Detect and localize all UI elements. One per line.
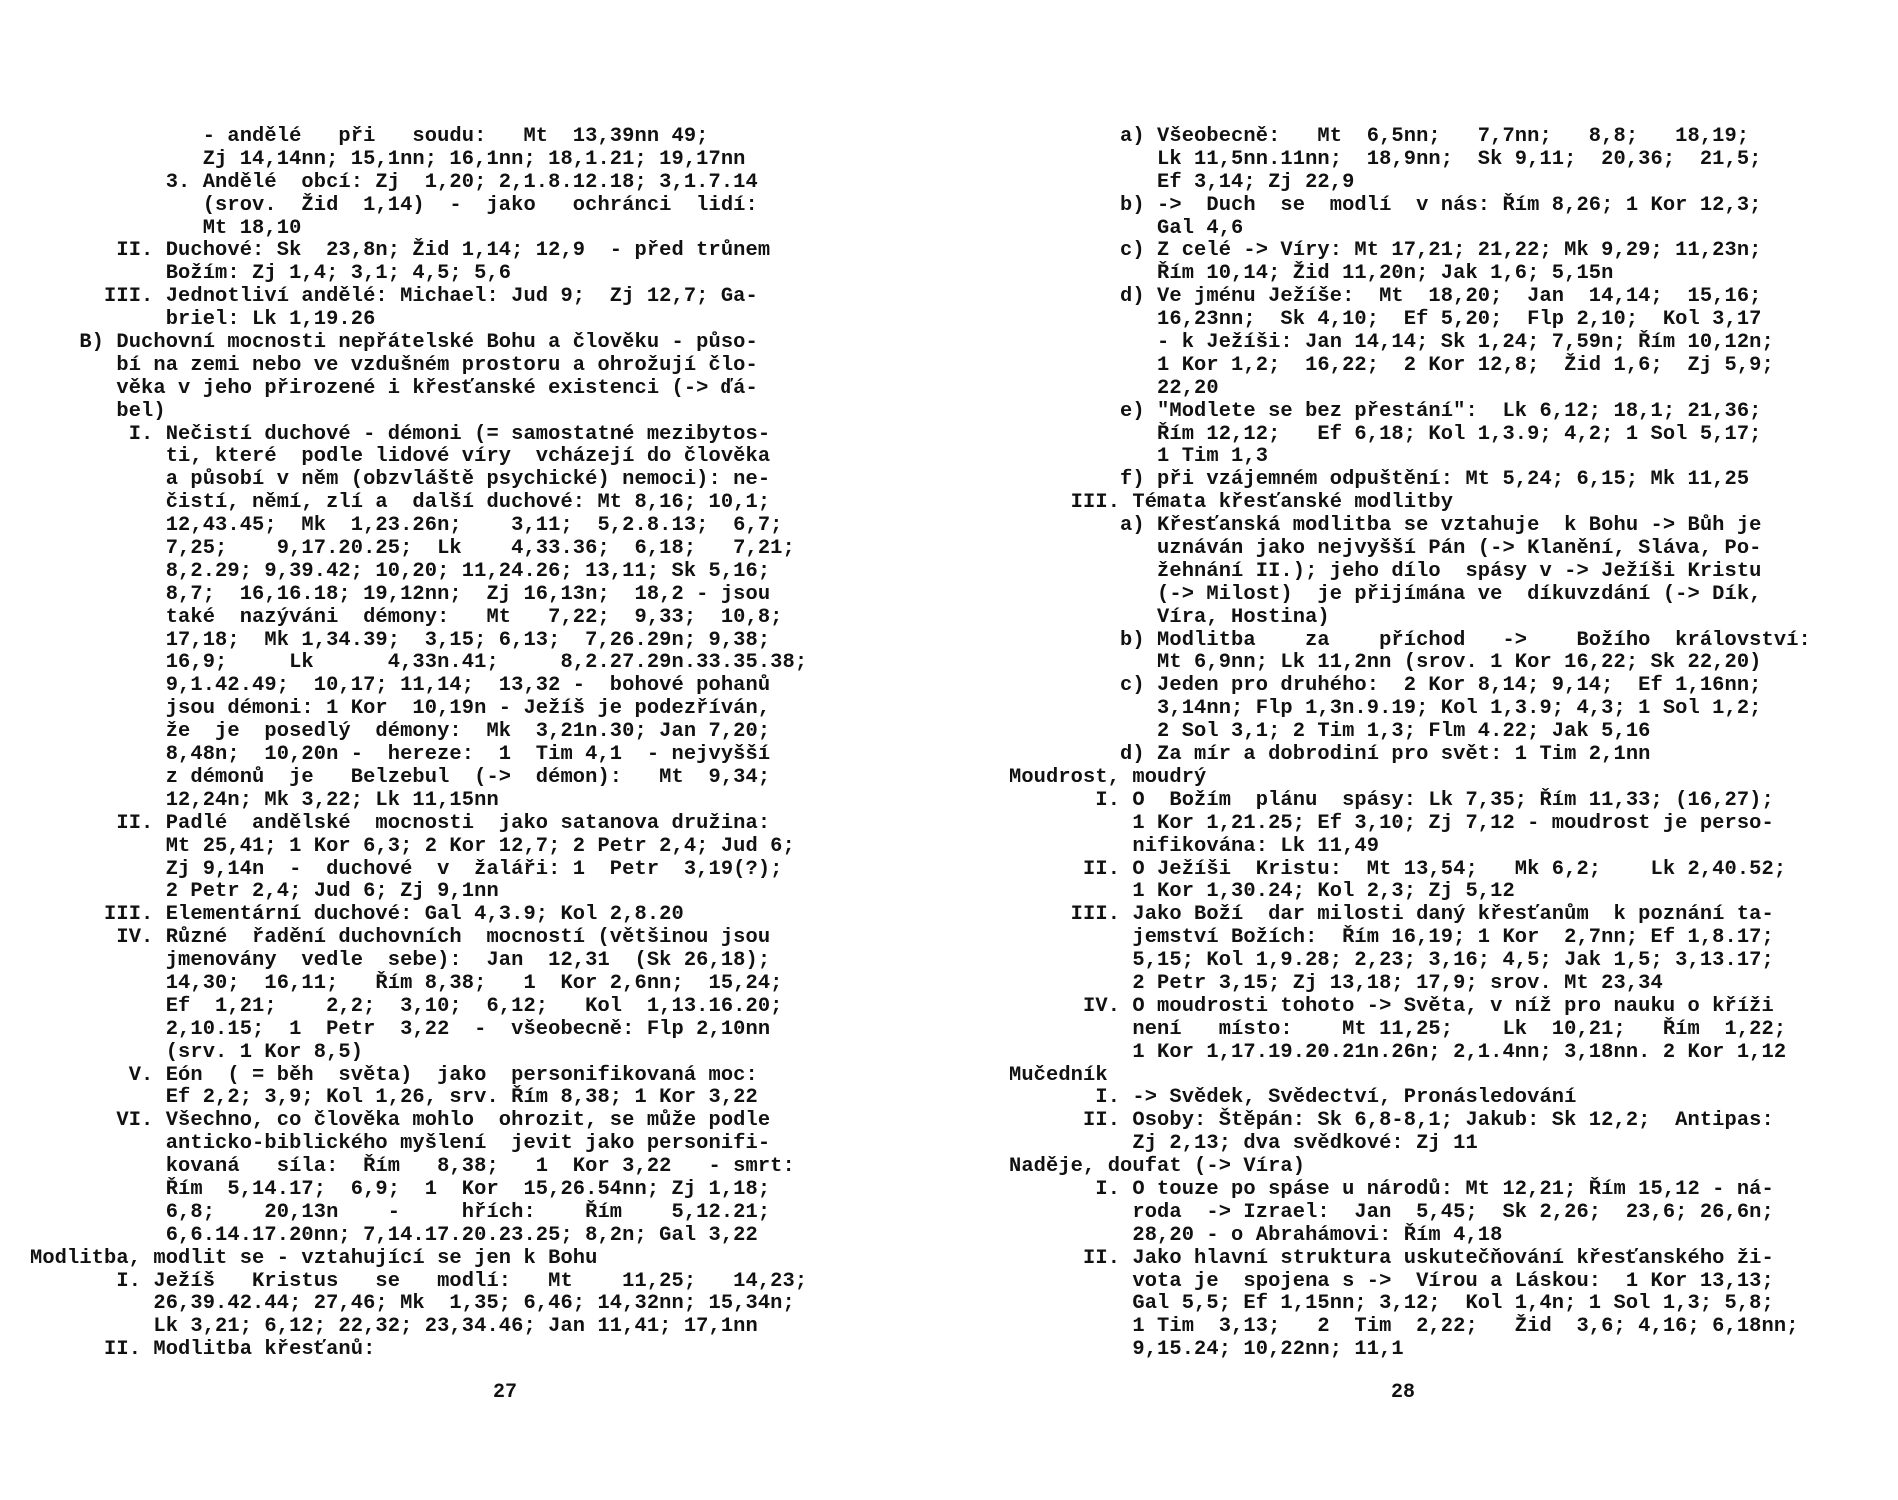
text-line: III. Jednotliví andělé: Michael: Jud 9; Zj 12,7; Ga- — [30, 285, 758, 309]
text-line: 8,48n; 10,20n - hereze: 1 Tim 4,1 - nejvyšší — [30, 743, 771, 767]
text-line: III. Témata křesťanské modlitby — [1009, 491, 1454, 515]
text-line: a) Křesťanská modlitba se vztahuje k Bohu -> Bůh je — [1009, 514, 1762, 538]
text-line: (srv. 1 Kor 8,5) — [30, 1040, 364, 1064]
text-line: II. O Ježíši Kristu: Mt 13,54; Mk 6,2; Lk 2,40.52; — [1009, 857, 1787, 881]
text-line: II. Osoby: Štěpán: Sk 6,8-8,1; Jakub: Sk 12,2; Antipas: — [1009, 1109, 1774, 1133]
text-line: I. O touze po spáse u národů: Mt 12,21; Řím 15,12 - ná- — [1009, 1177, 1774, 1201]
text-line: 1 Kor 1,30.24; Kol 2,3; Zj 5,12 — [1009, 880, 1515, 904]
text-line: (srov. Žid 1,14) - jako ochránci lidí: — [30, 193, 758, 217]
text-line: IV. O moudrosti tohoto -> Světa, v níž pro nauku o kříži — [1009, 994, 1774, 1018]
text-line: III. Elementární duchové: Gal 4,3.9; Kol 2,8.20 — [30, 903, 684, 927]
left-page-number: 27 — [492, 1381, 517, 1404]
text-line: Ef 3,14; Zj 22,9 — [1009, 170, 1355, 194]
text-line: Ef 1,21; 2,2; 3,10; 6,12; Kol 1,13.16.20; — [30, 994, 783, 1018]
text-line: 2 Petr 3,15; Zj 13,18; 17,9; srov. Mt 23,34 — [1009, 971, 1663, 995]
text-line: čistí, němí, zlí a další duchové: Mt 8,16; 10,1; — [30, 491, 771, 515]
text-line: Gal 4,6 — [1009, 216, 1244, 240]
right-page-text — [1009, 126, 1849, 1362]
text-line: b) -> Duch se modlí v nás: Řím 8,26; 1 Kor 12,3; — [1009, 193, 1762, 217]
text-line: vota je spojena s -> Vírou a Láskou: 1 Kor 13,13; — [1009, 1269, 1774, 1293]
right-page — [949, 0, 1898, 1500]
text-line: - k Ježíši: Jan 14,14; Sk 1,24; 7,59n; Řím 10,12n; — [1009, 331, 1774, 355]
text-line: uznáván jako nejvyšší Pán (-> Klanění, Sláva, Po- — [1009, 537, 1762, 561]
text-line: žehnání II.); jeho dílo spásy v -> Ježíši Kristu — [1009, 559, 1762, 583]
text-line: 6,6.14.17.20nn; 7,14.17.20.23.25; 8,2n; Gal 3,22 — [30, 1223, 758, 1247]
text-line: 3. Andělé obcí: Zj 1,20; 2,1.8.12.18; 3,1.7.14 — [30, 170, 758, 194]
text-line: 16,9; Lk 4,33n.41; 8,2.27.29n.33.35.38; — [30, 651, 808, 675]
text-line: 9,15.24; 10,22nn; 11,1 — [1009, 1338, 1404, 1362]
text-line: b) Modlitba za příchod -> Božího království: — [1009, 628, 1811, 652]
text-line: III. Jako Boží dar milosti daný křesťanům k poznání ta- — [1009, 903, 1774, 927]
left-page-text — [30, 126, 890, 1362]
right-page-number: 28 — [1390, 1381, 1415, 1404]
text-line: Lk 3,21; 6,12; 22,32; 23,34.46; Jan 11,41; 17,1nn — [30, 1315, 758, 1339]
text-line: II. Padlé andělské mocnosti jako satanova družina: — [30, 811, 771, 835]
text-line: Mučedník — [1009, 1063, 1108, 1087]
text-line: 1 Kor 1,21.25; Ef 3,10; Zj 7,12 - moudrost je perso- — [1009, 811, 1774, 835]
text-line: I. Ježíš Kristus se modlí: Mt 11,25; 14,23; — [30, 1269, 808, 1293]
text-line: V. Eón ( = běh světa) jako personifikovaná moc: — [30, 1063, 758, 1087]
text-line: anticko-biblického myšlení jevit jako personifi- — [30, 1132, 771, 1156]
text-line: 9,1.42.49; 10,17; 11,14; 13,32 - bohové pohanů — [30, 674, 771, 698]
text-line: není místo: Mt 11,25; Lk 10,21; Řím 1,22; — [1009, 1017, 1787, 1041]
text-line: Zj 2,13; dva svědkové: Zj 11 — [1009, 1132, 1478, 1156]
text-line: Moudrost, moudrý — [1009, 765, 1207, 789]
text-line: jsou démoni: 1 Kor 10,19n - Ježíš je podezříván, — [30, 697, 771, 721]
text-line: 3,14nn; Flp 1,3n.9.19; Kol 1,3.9; 4,3; 1 Sol 1,2; — [1009, 697, 1762, 721]
text-line: 7,25; 9,17.20.25; Lk 4,33.36; 6,18; 7,21; — [30, 537, 795, 561]
text-line: B) Duchovní mocnosti nepřátelské Bohu a člověku - půso- — [30, 331, 758, 355]
text-line: II. Modlitba křesťanů: — [30, 1338, 376, 1362]
text-line: také nazýváni démony: Mt 7,22; 9,33; 10,8; — [30, 605, 783, 629]
text-line: 1 Kor 1,2; 16,22; 2 Kor 12,8; Žid 1,6; Zj 5,9; — [1009, 353, 1774, 377]
text-line: Mt 18,10 — [30, 216, 302, 240]
text-line: ti, které podle lidové víry vcházejí do člověka — [30, 445, 771, 469]
text-line: Zj 9,14n - duchové v žaláři: 1 Petr 3,19(?); — [30, 857, 783, 881]
text-line: Řím 12,12; Ef 6,18; Kol 1,3.9; 4,2; 1 Sol 5,17; — [1009, 422, 1762, 446]
text-line: Ef 2,2; 3,9; Kol 1,26, srv. Řím 8,38; 1 Kor 3,22 — [30, 1086, 758, 1110]
text-line: II. Duchové: Sk 23,8n; Žid 1,14; 12,9 - před trůnem — [30, 239, 771, 263]
text-line: a) Všeobecně: Mt 6,5nn; 7,7nn; 8,8; 18,19; — [1009, 125, 1750, 148]
text-line: 2 Sol 3,1; 2 Tim 1,3; Flm 4.22; Jak 5,16 — [1009, 720, 1651, 744]
text-line: Řím 5,14.17; 6,9; 1 Kor 15,26.54nn; Zj 1,18; — [30, 1177, 771, 1201]
text-line: bel) — [30, 399, 166, 423]
text-line: I. -> Svědek, Svědectví, Pronásledování — [1009, 1086, 1577, 1110]
text-line: 17,18; Mk 1,34.39; 3,15; 6,13; 7,26.29n; 9,38; — [30, 628, 771, 652]
text-line: I. O Božím plánu spásy: Lk 7,35; Řím 11,33; (16,27); — [1009, 788, 1774, 812]
text-line: Zj 14,14nn; 15,1nn; 16,1nn; 18,1.21; 19,17nn — [30, 147, 746, 171]
text-line: 2 Petr 2,4; Jud 6; Zj 9,1nn — [30, 880, 499, 904]
text-line: d) Za mír a dobrodiní pro svět: 1 Tim 2,1nn — [1009, 743, 1651, 767]
text-line: 1 Tim 3,13; 2 Tim 2,22; Žid 3,6; 4,16; 6,18nn; — [1009, 1315, 1799, 1339]
text-line: briel: Lk 1,19.26 — [30, 308, 376, 332]
text-line: kovaná síla: Řím 8,38; 1 Kor 3,22 - smrt: — [30, 1155, 795, 1179]
text-line: Modlitba, modlit se - vztahující se jen k Bohu — [30, 1246, 598, 1270]
text-line: Mt 6,9nn; Lk 11,2nn (srov. 1 Kor 16,22; Sk 22,20) — [1009, 651, 1762, 675]
text-line: že je posedlý démony: Mk 3,21n.30; Jan 7,20; — [30, 720, 771, 744]
text-line: z démonů je Belzebul (-> démon): Mt 9,34; — [30, 765, 771, 789]
text-line: Naděje, doufat (-> Víra) — [1009, 1155, 1306, 1179]
text-line: 22,20 — [1009, 376, 1219, 400]
text-line: IV. Různé řadění duchovních mocností (většinou jsou — [30, 926, 771, 950]
text-line: Lk 11,5nn.11nn; 18,9nn; Sk 9,11; 20,36; 21,5; — [1009, 147, 1762, 171]
text-line: 16,23nn; Sk 4,10; Ef 5,20; Flp 2,10; Kol 3,17 — [1009, 308, 1762, 332]
text-line: 8,7; 16,16.18; 19,12nn; Zj 16,13n; 18,2 - jsou — [30, 582, 771, 606]
text-line: 8,2.29; 9,39.42; 10,20; 11,24.26; 13,11; Sk 5,16; — [30, 559, 771, 583]
text-line: - andělé při soudu: Mt 13,39nn 49; — [30, 125, 709, 148]
text-line: 12,24n; Mk 3,22; Lk 11,15nn — [30, 788, 499, 812]
text-line: I. Nečistí duchové - démoni (= samostatné mezibytos- — [30, 422, 771, 446]
text-line: jemství Božích: Řím 16,19; 1 Kor 2,7nn; Ef 1,8.17; — [1009, 926, 1774, 950]
text-line: VI. Všechno, co člověka mohlo ohrozit, se může podle — [30, 1109, 771, 1133]
text-line: 1 Kor 1,17.19.20.21n.26n; 2,1.4nn; 3,18nn. 2 Kor 1,12 — [1009, 1040, 1787, 1064]
text-line: 26,39.42.44; 27,46; Mk 1,35; 6,46; 14,32nn; 15,34n; — [30, 1292, 795, 1316]
text-line: Božím: Zj 1,4; 3,1; 4,5; 5,6 — [30, 262, 512, 286]
text-line: (-> Milost) je přijímána ve díkuvzdání (-> Dík, — [1009, 582, 1762, 606]
text-line: a působí v něm (obzvláště psychické) nemoci): ne- — [30, 468, 771, 492]
text-line: Mt 25,41; 1 Kor 6,3; 2 Kor 12,7; 2 Petr 2,4; Jud 6; — [30, 834, 795, 858]
text-line: II. Jako hlavní struktura uskutečňování křesťanského ži- — [1009, 1246, 1774, 1270]
text-line: c) Z celé -> Víry: Mt 17,21; 21,22; Mk 9,29; 11,23n; — [1009, 239, 1762, 263]
text-line: f) při vzájemném odpuštění: Mt 5,24; 6,15; Mk 11,25 — [1009, 468, 1750, 492]
text-line: 6,8; 20,13n - hřích: Řím 5,12.21; — [30, 1200, 771, 1224]
text-line: Víra, Hostina) — [1009, 605, 1330, 629]
text-line: 28,20 - o Abrahámovi: Řím 4,18 — [1009, 1223, 1503, 1247]
text-line: nifikována: Lk 11,49 — [1009, 834, 1380, 858]
text-line: roda -> Izrael: Jan 5,45; Sk 2,26; 23,6; 26,6n; — [1009, 1200, 1774, 1224]
text-line: 1 Tim 1,3 — [1009, 445, 1269, 469]
text-line: e) "Modlete se bez přestání": Lk 6,12; 18,1; 21,36; — [1009, 399, 1762, 423]
text-line: jmenovány vedle sebe): Jan 12,31 (Sk 26,18); — [30, 949, 771, 973]
text-line: 5,15; Kol 1,9.28; 2,23; 3,16; 4,5; Jak 1,5; 3,13.17; — [1009, 949, 1774, 973]
text-line: c) Jeden pro druhého: 2 Kor 8,14; 9,14; Ef 1,16nn; — [1009, 674, 1762, 698]
text-line: Řím 10,14; Žid 11,20n; Jak 1,6; 5,15n — [1009, 262, 1614, 286]
text-line: 12,43.45; Mk 1,23.26n; 3,11; 5,2.8.13; 6,7; — [30, 514, 783, 538]
text-line: věka v jeho přirozené i křesťanské existenci (-> ďá- — [30, 376, 758, 400]
text-line: 14,30; 16,11; Řím 8,38; 1 Kor 2,6nn; 15,24; — [30, 971, 783, 995]
text-line: Gal 5,5; Ef 1,15nn; 3,12; Kol 1,4n; 1 Sol 1,3; 5,8; — [1009, 1292, 1774, 1316]
text-line: bí na zemi nebo ve vzdušném prostoru a ohrožují člo- — [30, 353, 758, 377]
text-line: 2,10.15; 1 Petr 3,22 - všeobecně: Flp 2,10nn — [30, 1017, 771, 1041]
text-line: d) Ve jménu Ježíše: Mt 18,20; Jan 14,14; 15,16; — [1009, 285, 1762, 309]
